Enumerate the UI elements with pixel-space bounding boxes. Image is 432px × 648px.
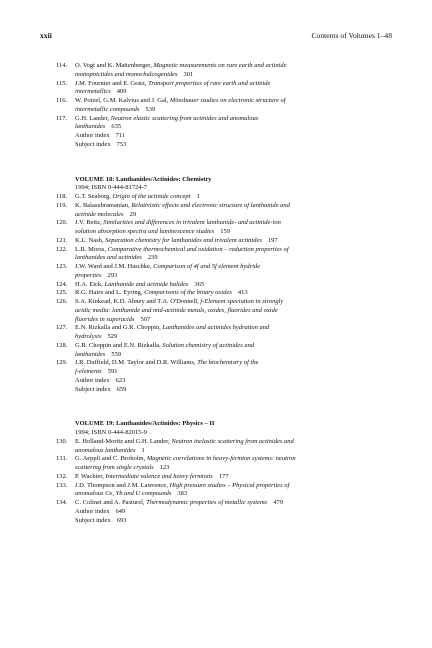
entry-title-line: The biochemistry of the bbox=[197, 359, 259, 367]
entry-authors: P. Wachter, bbox=[75, 472, 104, 480]
entry-title-line: Mössbauer studies on electronic structure of bbox=[169, 97, 286, 104]
entry-number: 119. bbox=[56, 201, 68, 209]
index-page: 649 bbox=[115, 507, 126, 515]
volume-isbn: 1994; ISBN 0-444-82015-9 bbox=[75, 429, 147, 436]
entry-title-line: Intermediate valence and heavy fermions bbox=[105, 472, 213, 480]
entry-title-line: actinide molecules bbox=[75, 210, 124, 218]
entry-title-line: solution absorption spectra and luminescence studies bbox=[75, 228, 215, 235]
entry-authors: J.W. Ward and J.M. Haschke, bbox=[75, 263, 152, 270]
entry-title-line: fluorides in superacids bbox=[75, 315, 135, 323]
entry-authors: G.R. Choppin and E.N. Rizkalla, bbox=[75, 341, 161, 349]
entry-page: 301 bbox=[183, 70, 194, 78]
index-page: 659 bbox=[116, 385, 127, 393]
entry-page: 559 bbox=[111, 350, 122, 358]
entry-number: 128. bbox=[56, 341, 68, 349]
entry-number: 122. bbox=[56, 245, 68, 253]
index-line bbox=[56, 132, 392, 141]
entry-page: 365 bbox=[194, 280, 205, 288]
entry-title-line: Magnetic correlations in heavy-fermion systems: neutron bbox=[146, 455, 296, 463]
entry-title-line: Thermodynamic properties of metallic systems bbox=[146, 499, 268, 506]
entry-page: 293 bbox=[107, 271, 118, 279]
entry-title-line: monopnictides and monochalcogenides bbox=[75, 70, 178, 78]
entry-number: 126. bbox=[56, 298, 68, 305]
contents-entry bbox=[56, 473, 392, 482]
entry-title-line: f-Element speciation in strongly bbox=[200, 298, 284, 305]
contents-entry bbox=[56, 289, 392, 298]
contents-entry bbox=[56, 62, 392, 80]
entry-number: 117. bbox=[56, 114, 68, 122]
entry-page: 123 bbox=[159, 464, 170, 471]
entry-title-line: properties bbox=[75, 271, 102, 279]
entry-authors: J.M. Fournier and E. Gratz, bbox=[75, 79, 147, 87]
volume-title: VOLUME 18: Lanthanides/Actinides: Chemistry bbox=[75, 175, 212, 183]
entry-page: 1 bbox=[196, 193, 200, 200]
entry-authors: J.R. Duffield, D.M. Taylor and D.R. Williams, bbox=[75, 359, 196, 367]
entry-authors: L.R. Morss, bbox=[75, 245, 107, 253]
index-label: Author index bbox=[75, 507, 110, 515]
entry-authors: C. Colinet and A. Pasturel, bbox=[75, 499, 145, 506]
entry-number: 120. bbox=[56, 219, 68, 227]
contents-entry bbox=[56, 115, 392, 133]
entry-authors: E. Holland-Moritz and G.H. Lander, bbox=[75, 437, 170, 445]
entry-authors: K.L. Nash, bbox=[75, 236, 104, 244]
entry-authors: R.G. Haire and L. Eyring, bbox=[75, 289, 143, 297]
contents-entry bbox=[56, 499, 392, 508]
entry-number: 131. bbox=[56, 455, 68, 463]
entry-number: 114. bbox=[56, 62, 68, 69]
contents-entry bbox=[56, 202, 392, 220]
entry-number: 118. bbox=[56, 193, 68, 200]
entry-number: 130. bbox=[56, 437, 68, 445]
entry-authors: G. Aeppli and C. Broholm, bbox=[75, 455, 146, 463]
index-line bbox=[56, 508, 392, 517]
entry-page: 1 bbox=[141, 446, 145, 454]
entry-page: 413 bbox=[237, 289, 248, 297]
entry-number: 129. bbox=[56, 359, 68, 367]
contents-entry bbox=[56, 237, 392, 246]
contents-entry bbox=[56, 438, 392, 456]
index-page: 711 bbox=[115, 132, 125, 139]
index-label: Author index bbox=[75, 376, 110, 384]
index-label: Subject index bbox=[75, 516, 111, 524]
entry-number: 121. bbox=[56, 236, 68, 244]
index-line bbox=[56, 141, 392, 150]
index-line bbox=[56, 517, 392, 526]
entry-page: 539 bbox=[145, 105, 156, 113]
entry-title-line: Solution chemistry of actinides and bbox=[162, 341, 255, 349]
entry-authors: G.H. Lander, bbox=[75, 114, 110, 122]
contents-entry bbox=[56, 342, 392, 360]
entry-page: 507 bbox=[140, 315, 151, 323]
entry-number: 132. bbox=[56, 472, 68, 480]
entry-title-line: Separation chemistry for lanthanides and trivalent actinides bbox=[105, 236, 262, 244]
entry-title-line: Comparative thermochemical and oxidation – reduction properties of bbox=[107, 245, 289, 253]
entry-authors: W. Potzel, G.M. Kalvius and J. Gal, bbox=[75, 97, 169, 104]
entry-title-line: Relativistic effects and electronic structure of lanthanide and bbox=[131, 201, 290, 209]
entry-number: 133. bbox=[56, 481, 68, 489]
entry-title-line: intermetallic compounds bbox=[75, 105, 140, 113]
entry-page: 409 bbox=[116, 88, 127, 96]
contents-entry bbox=[56, 482, 392, 500]
running-title: Contents of Volumes 1–48 bbox=[311, 31, 392, 40]
entry-title-line: anomalous lanthanides bbox=[75, 446, 136, 454]
entry-authors: K. Balasubramanian, bbox=[75, 201, 130, 209]
contents-entry bbox=[56, 80, 392, 98]
index-page: 623 bbox=[115, 376, 126, 384]
index-label: Author index bbox=[75, 132, 110, 139]
entry-page: 529 bbox=[107, 333, 118, 340]
entry-number: 125. bbox=[56, 289, 68, 297]
contents-entry bbox=[56, 298, 392, 324]
volume-section bbox=[56, 176, 392, 395]
entry-title-line: High pressure studies – Physical properties of bbox=[169, 481, 290, 489]
contents-entry bbox=[56, 263, 392, 281]
entry-page: 479 bbox=[273, 499, 283, 506]
running-head bbox=[40, 30, 392, 42]
entry-page: 159 bbox=[220, 228, 230, 235]
contents-entry bbox=[56, 193, 392, 202]
index-line bbox=[56, 386, 392, 395]
entry-title-line: lanthanides and actinides bbox=[75, 254, 142, 262]
entry-number: 124. bbox=[56, 280, 68, 288]
entry-title-line: Transport properties of rare earth and actinide bbox=[148, 79, 271, 87]
entry-authors: O. Vogt and K. Mattenberger, bbox=[75, 62, 152, 69]
entry-number: 116. bbox=[56, 97, 68, 104]
index-page: 753 bbox=[116, 140, 127, 148]
entry-page: 239 bbox=[147, 254, 158, 262]
entry-title-line: lanthanides bbox=[75, 123, 106, 131]
contents-entry bbox=[56, 455, 392, 473]
entry-number: 123. bbox=[56, 263, 68, 270]
contents-entry bbox=[56, 246, 392, 264]
volume-section bbox=[56, 420, 392, 525]
entry-number: 127. bbox=[56, 324, 68, 332]
entry-title-line: Lanthanides and actinides hydration and bbox=[162, 324, 270, 332]
entry-title-line: scattering from single crystals bbox=[75, 464, 154, 471]
entry-page: 197 bbox=[267, 236, 278, 244]
entry-title-line: Neutron inelastic scattering from actinides and bbox=[171, 437, 294, 445]
entry-page: 177 bbox=[218, 472, 229, 480]
entry-authors: J.D. Thompson and J.M. Lawrence, bbox=[75, 481, 168, 489]
entry-title-line: Similarities and differences in trivalent lanthanide- and actinide-ion bbox=[103, 219, 281, 227]
entry-title-line: Lanthanide and actinide halides bbox=[104, 280, 189, 288]
contents-entry bbox=[56, 324, 392, 342]
entry-title-line: anomalous Ce, Yb and U compounds bbox=[75, 490, 172, 498]
entry-title-line: hydrolysis bbox=[75, 333, 102, 340]
index-label: Subject index bbox=[75, 140, 111, 148]
contents-list bbox=[56, 62, 392, 525]
entry-authors: E.N. Rizkalla and G.R. Choppin, bbox=[75, 324, 161, 332]
entry-title-line: acidic media: lanthanide and mid-actinide metals, oxides, fluorides and oxide bbox=[75, 306, 278, 314]
volume-isbn: 1994; ISBN 0-444-81724-7 bbox=[75, 184, 147, 192]
entry-number: 115. bbox=[56, 79, 68, 87]
entry-page: 383 bbox=[177, 490, 188, 498]
entry-authors: H.A. Eick, bbox=[75, 280, 103, 288]
entry-title-line: intermetallics bbox=[75, 88, 111, 96]
entry-title-line: Magnetic measurements on rare earth and actinide bbox=[153, 62, 287, 69]
index-line bbox=[56, 377, 392, 386]
entry-title-line: f-elements bbox=[75, 368, 102, 375]
entry-title-line: Comparisons of the binary oxides bbox=[144, 289, 232, 297]
entry-number: 134. bbox=[56, 499, 68, 506]
entry-title-line: Neutron elastic scattering from actinides and anomalous bbox=[110, 114, 259, 122]
entry-authors: G.T. Seaborg, bbox=[75, 193, 111, 200]
entry-authors: S.A. Kinkead, K.D. Abney and T.A. O'Donnell, bbox=[75, 298, 199, 305]
entry-title-line: Comparison of 4f and 5f element hydride bbox=[153, 263, 261, 270]
index-label: Subject index bbox=[75, 385, 111, 393]
contents-entry bbox=[56, 219, 392, 237]
page-number: xxii bbox=[40, 31, 52, 40]
volume-title: VOLUME 19: Lanthanides/Actinides: Physics – II bbox=[75, 420, 215, 428]
index-page: 693 bbox=[116, 516, 127, 524]
contents-entry bbox=[56, 281, 392, 290]
entry-authors: J.V. Beitz, bbox=[75, 219, 102, 227]
entry-title-line: Origin of the actinide concept bbox=[112, 193, 191, 200]
entry-page: 29 bbox=[129, 210, 137, 218]
entry-page: 591 bbox=[107, 368, 118, 375]
contents-entry bbox=[56, 97, 392, 115]
contents-entry bbox=[56, 359, 392, 377]
entry-title-line: lanthanides bbox=[75, 350, 106, 358]
entry-page: 635 bbox=[111, 123, 122, 131]
